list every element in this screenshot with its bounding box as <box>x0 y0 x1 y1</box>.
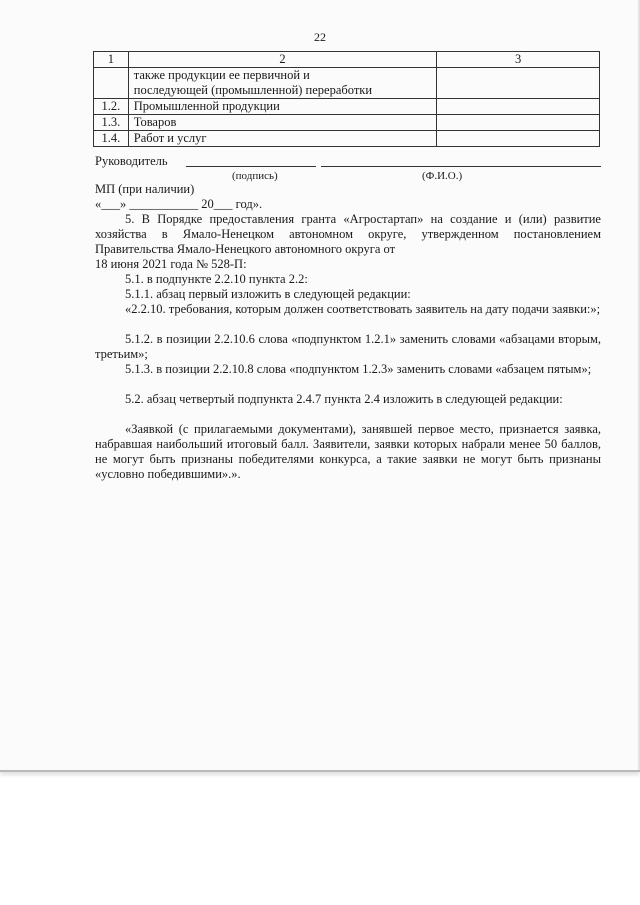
row-value <box>437 131 600 147</box>
row-value <box>437 68 600 99</box>
row-text-line: последующей (промышленной) переработки <box>133 83 373 97</box>
row-number <box>94 68 129 99</box>
row-number: 1.3. <box>94 115 129 131</box>
paragraph: «Заявкой (с прилагаемыми документами), занявшей первое место, признается заявка, набравшая наибольший итоговый балл. Заявители, заявки которых набрали менее 50 баллов, не могут быть признаны победителями конкурса, а такие заявки не могут быть признаны «условно победившими».». <box>95 422 601 481</box>
table-header-cell: 3 <box>437 52 600 68</box>
table-header-cell: 1 <box>94 52 129 68</box>
name-blank <box>321 166 601 167</box>
head-label: Руководитель <box>95 154 168 168</box>
signature-blank <box>186 166 316 167</box>
row-text: Промышленной продукции <box>128 99 436 115</box>
table-row <box>94 115 600 131</box>
table-row <box>94 99 600 115</box>
paragraph: 18 июня 2021 года № 528-П: <box>95 257 247 271</box>
data-table <box>93 51 600 147</box>
table-row <box>94 131 600 147</box>
date-line: «___» ___________ 20___ год». <box>95 197 263 211</box>
paragraph: 5.1.3. в позиции 2.2.10.8 слова «подпунктом 1.2.3» заменить словами «абзацем пятым»; <box>125 362 592 376</box>
paragraph: 5.2. абзац четвертый подпункта 2.4.7 пункта 2.4 изложить в следующей редакции: <box>125 392 563 406</box>
name-caption: (Ф.И.О.) <box>422 170 463 182</box>
table-header-cell: 2 <box>128 52 436 68</box>
row-value <box>437 99 600 115</box>
row-text: Работ и услуг <box>128 131 436 147</box>
row-text <box>128 68 436 99</box>
signature-line <box>95 153 601 169</box>
row-value <box>437 115 600 131</box>
table-header-row <box>94 52 600 68</box>
paragraph: 5. В Порядке предоставления гранта «Агростартап» на создание и (или) развитие хозяйства в Ямало-Ненецком автономном округе, утвержденном постановлением Правительства Ямало-Ненецкого автономного округа от <box>95 212 601 256</box>
row-number: 1.2. <box>94 99 129 115</box>
stamp-label: МП (при наличии) <box>95 182 195 196</box>
signature-caption: (подпись) <box>232 170 278 182</box>
table-row <box>94 68 600 99</box>
paragraph: 5.1.1. абзац первый изложить в следующей редакции: <box>125 287 411 301</box>
page-number: 22 <box>314 30 326 44</box>
paragraph: «2.2.10. требования, которым должен соответствовать заявитель на дату подачи заявки:»; <box>125 302 601 316</box>
row-text-line: также продукции ее первичной и <box>133 68 310 82</box>
row-number: 1.4. <box>94 131 129 147</box>
paragraph: 5.1.2. в позиции 2.2.10.6 слова «подпунктом 1.2.1» заменить словами «абзацами вторым, третьим»; <box>95 332 601 361</box>
row-text: Товаров <box>128 115 436 131</box>
paragraph: 5.1. в подпункте 2.2.10 пункта 2.2: <box>125 272 308 286</box>
